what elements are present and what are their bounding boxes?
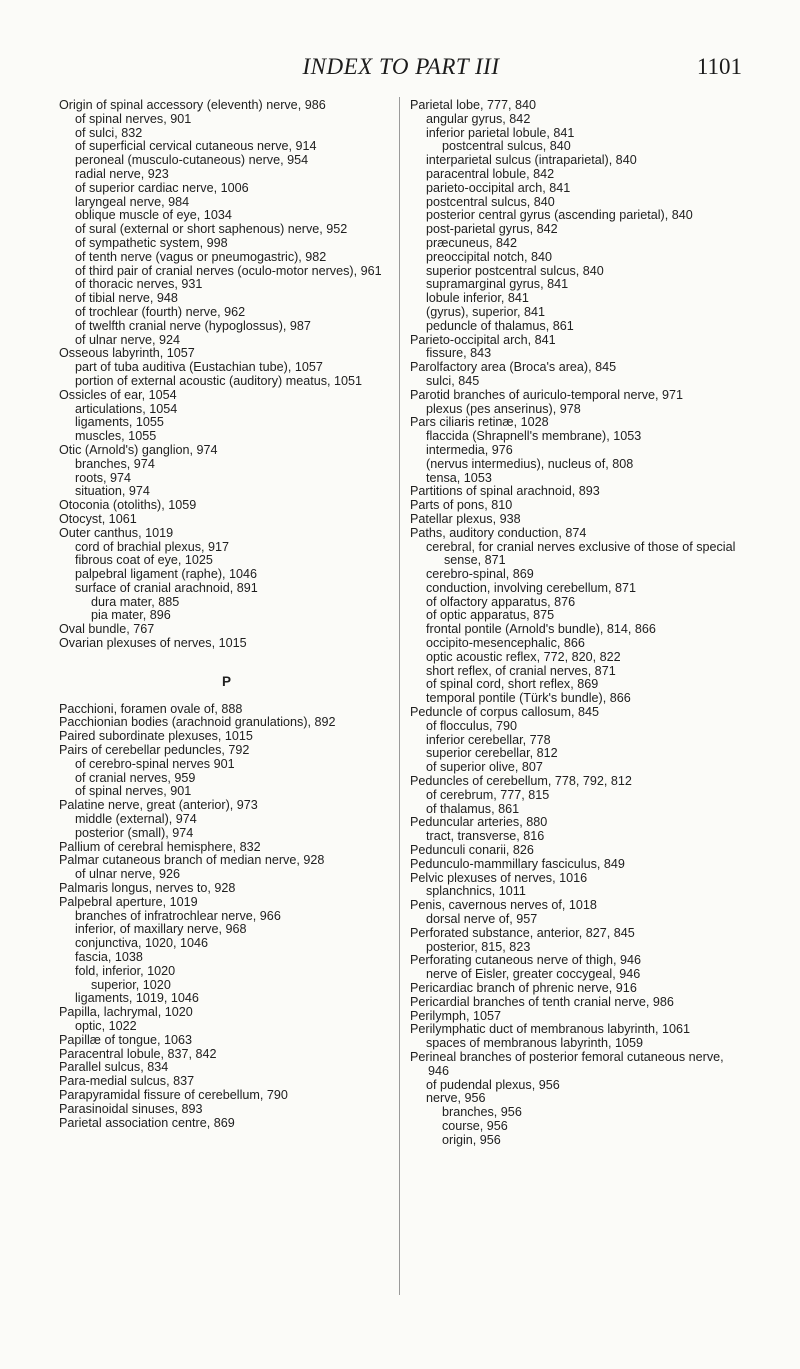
- section-letter: P: [221, 673, 231, 689]
- index-entry: Pedunculi conarii, 826: [410, 843, 534, 858]
- running-title: INDEX TO PART III: [302, 54, 500, 79]
- index-subentry: branches, 974: [75, 456, 155, 471]
- index-subentry: spaces of membranous labyrinth, 1059: [426, 1036, 644, 1051]
- index-entry: Pedunculo-mammillary fasciculus, 849: [410, 856, 625, 871]
- index-subentry: inferior parietal lobule, 841: [426, 125, 575, 140]
- index-subentry: postcentral sulcus, 840: [426, 194, 555, 209]
- index-subentry: posterior, 815, 823: [426, 939, 531, 954]
- index-entry: Perilymph, 1057: [410, 1008, 502, 1023]
- index-subentry: dorsal nerve of, 957: [426, 912, 538, 927]
- index-subentry: parieto-occipital arch, 841: [426, 180, 571, 195]
- index-entry: Osseous labyrinth, 1057: [59, 346, 195, 361]
- index-subentry: of superficial cervical cutaneous nerve, 914: [75, 139, 317, 154]
- index-entry: Parietal lobe, 777, 840: [410, 98, 537, 112]
- index-subentry: of sulci, 832: [75, 125, 143, 140]
- index-entry: Parasinoidal sinuses, 893: [59, 1101, 203, 1116]
- index-entry: Parotid branches of auriculo-temporal nerve, 971: [410, 387, 684, 402]
- index-subentry: frontal pontile (Arnold's bundle), 814, 866: [426, 622, 656, 637]
- index-entry: Pairs of cerebellar peduncles, 792: [59, 743, 250, 758]
- index-subentry: of olfactory apparatus, 876: [426, 594, 576, 609]
- index-subentry: surface of cranial arachnoid, 891: [75, 580, 258, 595]
- index-entry: Otoconia (otoliths), 1059: [59, 498, 197, 513]
- index-subentry: inferior cerebellar, 778: [426, 732, 551, 747]
- index-subentry: supramarginal gyrus, 841: [426, 277, 569, 292]
- index-subentry: roots, 974: [75, 470, 132, 485]
- index-subentry: branches, 956: [442, 1105, 522, 1120]
- left-index-column: [59, 99, 394, 1130]
- index-subentry: præcuneus, 842: [426, 235, 518, 250]
- index-entry: Outer canthus, 1019: [59, 525, 174, 540]
- index-entry: Palpebral aperture, 1019: [59, 894, 198, 909]
- index-subentry: pia mater, 896: [91, 608, 171, 623]
- index-subentry: optic, 1022: [75, 1019, 137, 1033]
- index-subentry: of superior olive, 807: [426, 760, 543, 775]
- index-subentry: short reflex, of cranial nerves, 871: [426, 663, 616, 678]
- index-entry: Palatine nerve, great (anterior), 973: [59, 798, 258, 813]
- index-subentry: fibrous coat of eye, 1025: [75, 553, 213, 568]
- index-entry: Pacchioni, foramen ovale of, 888: [59, 701, 243, 716]
- index-subentry: of spinal nerves, 901: [75, 111, 192, 126]
- index-subentry: of ulnar nerve, 924: [75, 332, 181, 347]
- index-entry: Parieto-occipital arch, 841: [410, 332, 556, 347]
- index-entry: Origin of spinal accessory (eleventh) nerve, 986: [59, 98, 326, 112]
- index-subentry: of trochlear (fourth) nerve, 962: [75, 304, 246, 319]
- index-subentry: of spinal cord, short reflex, 869: [426, 677, 599, 692]
- index-subentry: of cranial nerves, 959: [75, 770, 196, 785]
- column-divider: [399, 97, 400, 1295]
- index-entry: Otocyst, 1061: [59, 511, 137, 526]
- index-subentry: origin, 956: [442, 1132, 501, 1147]
- index-subentry: lobule inferior, 841: [426, 291, 529, 306]
- index-subentry: paracentral lobule, 842: [426, 166, 555, 181]
- index-subentry: palpebral ligament (raphe), 1046: [75, 567, 258, 582]
- index-subentry: postcentral sulcus, 840: [442, 139, 571, 154]
- index-entry: Pallium of cerebral hemisphere, 832: [59, 839, 261, 854]
- index-subentry: of twelfth cranial nerve (hypoglossus), 987: [75, 318, 311, 333]
- index-subentry: peduncle of thalamus, 861: [426, 318, 574, 333]
- index-entry: Patellar plexus, 938: [410, 511, 521, 526]
- index-subentry: radial nerve, 923: [75, 166, 169, 181]
- index-subentry: of cerebrum, 777, 815: [426, 787, 550, 802]
- right-index-column: [410, 99, 748, 1148]
- index-subentry: posterior (small), 974: [75, 825, 194, 840]
- index-entry: Pars ciliaris retinæ, 1028: [410, 415, 549, 430]
- index-subentry: fascia, 1038: [75, 950, 143, 965]
- index-entry: Palmar cutaneous branch of median nerve, 928: [59, 853, 325, 868]
- index-subentry: portion of external acoustic (auditory) meatus, 1051: [75, 373, 363, 388]
- index-subentry: plexus (pes anserinus), 978: [426, 401, 581, 416]
- index-subentry: nerve, 956: [426, 1091, 486, 1106]
- index-entry: Partitions of spinal arachnoid, 893: [410, 484, 600, 499]
- index-subentry: optic acoustic reflex, 772, 820, 822: [426, 649, 621, 664]
- index-entry: Pericardiac branch of phrenic nerve, 916: [410, 981, 637, 995]
- index-entry: Parietal association centre, 869: [59, 1115, 235, 1130]
- index-subentry: (nervus intermedius), nucleus of, 808: [426, 456, 634, 471]
- index-subentry: of tibial nerve, 948: [75, 291, 178, 306]
- index-entry: Ovarian plexuses of nerves, 1015: [59, 636, 247, 651]
- index-subentry: part of tuba auditiva (Eustachian tube), 1057: [75, 360, 323, 375]
- index-subentry: posterior central gyrus (ascending parietal), 840: [426, 208, 693, 223]
- index-subentry: post-parietal gyrus, 842: [426, 222, 558, 237]
- index-subentry: of sural (external or short saphenous) nerve, 952: [75, 222, 348, 237]
- index-subentry: superior cerebellar, 812: [426, 746, 558, 761]
- index-entry: Para-medial sulcus, 837: [59, 1074, 195, 1089]
- index-subentry: middle (external), 974: [75, 812, 197, 827]
- index-subentry: oblique muscle of eye, 1034: [75, 208, 232, 223]
- index-subentry: situation, 974: [75, 484, 150, 499]
- index-entry: Paracentral lobule, 837, 842: [59, 1046, 217, 1061]
- index-subentry: of superior cardiac nerve, 1006: [75, 180, 249, 195]
- index-subentry: inferior, of maxillary nerve, 968: [75, 922, 247, 937]
- index-entry: Parallel sulcus, 834: [59, 1060, 169, 1075]
- index-subentry: muscles, 1055: [75, 429, 157, 444]
- index-subentry: of cerebro-spinal nerves 901: [75, 756, 235, 771]
- index-entry: Perforating cutaneous nerve of thigh, 946: [410, 953, 642, 968]
- index-subentry: preoccipital notch, 840: [426, 249, 553, 264]
- index-entry: Ossicles of ear, 1054: [59, 387, 177, 402]
- index-subentry: interparietal sulcus (intraparietal), 840: [426, 153, 637, 168]
- index-subentry: branches of infratrochlear nerve, 966: [75, 908, 281, 923]
- index-subentry: tensa, 1053: [426, 470, 492, 485]
- index-subentry: of thoracic nerves, 931: [75, 277, 203, 292]
- index-subentry: of pudendal plexus, 956: [426, 1077, 560, 1092]
- index-subentry: of tenth nerve (vagus or pneumogastric), 982: [75, 249, 327, 264]
- index-entry: Pericardial branches of tenth cranial nerve, 986: [410, 994, 674, 1009]
- index-subentry: tract, transverse, 816: [426, 829, 545, 844]
- index-subentry: temporal pontile (Türk's bundle), 866: [426, 691, 631, 706]
- index-subentry: angular gyrus, 842: [426, 111, 531, 126]
- index-entry: Paired subordinate plexuses, 1015: [59, 729, 253, 744]
- index-entry: Pacchionian bodies (arachnoid granulations), 892: [59, 715, 336, 730]
- page-number: 1101: [696, 54, 742, 79]
- index-subentry: peroneal (musculo-cutaneous) nerve, 954: [75, 153, 309, 168]
- index-subentry: of flocculus, 790: [426, 718, 518, 733]
- index-entry: Otic (Arnold's) ganglion, 974: [59, 442, 218, 457]
- index-subentry: conjunctiva, 1020, 1046: [75, 936, 209, 951]
- index-entry: Peduncle of corpus callosum, 845: [410, 705, 600, 720]
- index-subentry: cord of brachial plexus, 917: [75, 539, 230, 554]
- index-entry: Parolfactory area (Broca's area), 845: [410, 360, 617, 375]
- index-entry: Papillæ of tongue, 1063: [59, 1032, 193, 1047]
- index-subentry: articulations, 1054: [75, 401, 178, 416]
- index-subentry: superior postcentral sulcus, 840: [426, 263, 604, 278]
- index-entry: Palmaris longus, nerves to, 928: [59, 881, 236, 896]
- index-subentry: splanchnics, 1011: [426, 884, 526, 899]
- index-subentry: cerebral, for cranial nerves exclusive of those of special sense, 871: [426, 539, 736, 568]
- index-subentry: conduction, involving cerebellum, 871: [426, 580, 637, 595]
- index-entry: Papilla, lachrymal, 1020: [59, 1005, 193, 1020]
- index-subentry: sulci, 845: [426, 373, 480, 388]
- index-subentry: of thalamus, 861: [426, 801, 520, 816]
- index-entry: Perilymphatic duct of membranous labyrinth, 1061: [410, 1022, 691, 1037]
- index-subentry: nerve of Eisler, greater coccygeal, 946: [426, 967, 641, 982]
- index-subentry: dura mater, 885: [91, 594, 180, 609]
- index-subentry: ligaments, 1055: [75, 415, 164, 430]
- index-entry: Oval bundle, 767: [59, 622, 155, 637]
- index-subentry: occipito-mesencephalic, 866: [426, 636, 585, 651]
- index-subentry: of third pair of cranial nerves (oculo-motor nerves), 961: [75, 263, 382, 278]
- page-header: [60, 54, 742, 84]
- index-subentry: superior, 1020: [91, 977, 171, 992]
- index-subentry: of ulnar nerve, 926: [75, 867, 181, 882]
- index-subentry: of optic apparatus, 875: [426, 608, 555, 623]
- index-entry: Paths, auditory conduction, 874: [410, 525, 587, 540]
- index-subentry: flaccida (Shrapnell's membrane), 1053: [426, 429, 642, 444]
- index-entry: Perforated substance, anterior, 827, 845: [410, 925, 635, 940]
- index-subentry: ligaments, 1019, 1046: [75, 991, 199, 1006]
- index-subentry: fold, inferior, 1020: [75, 963, 176, 978]
- index-subentry: course, 956: [442, 1118, 508, 1133]
- index-entry: Parapyramidal fissure of cerebellum, 790: [59, 1087, 288, 1102]
- index-subentry: cerebro-spinal, 869: [426, 567, 534, 582]
- index-subentry: fissure, 843: [426, 346, 492, 361]
- index-subentry: laryngeal nerve, 984: [75, 194, 190, 209]
- index-entry: Perineal branches of posterior femoral cutaneous nerve, 946: [410, 1049, 724, 1078]
- index-entry: Penis, cavernous nerves of, 1018: [410, 898, 597, 913]
- index-subentry: of sympathetic system, 998: [75, 235, 228, 250]
- index-subentry: intermedia, 976: [426, 442, 513, 457]
- index-subentry: of spinal nerves, 901: [75, 784, 192, 799]
- index-entry: Peduncular arteries, 880: [410, 815, 548, 830]
- index-subentry: (gyrus), superior, 841: [426, 304, 545, 319]
- index-entry: Peduncles of cerebellum, 778, 792, 812: [410, 774, 632, 789]
- index-entry: Pelvic plexuses of nerves, 1016: [410, 870, 588, 885]
- index-entry: Parts of pons, 810: [410, 498, 513, 513]
